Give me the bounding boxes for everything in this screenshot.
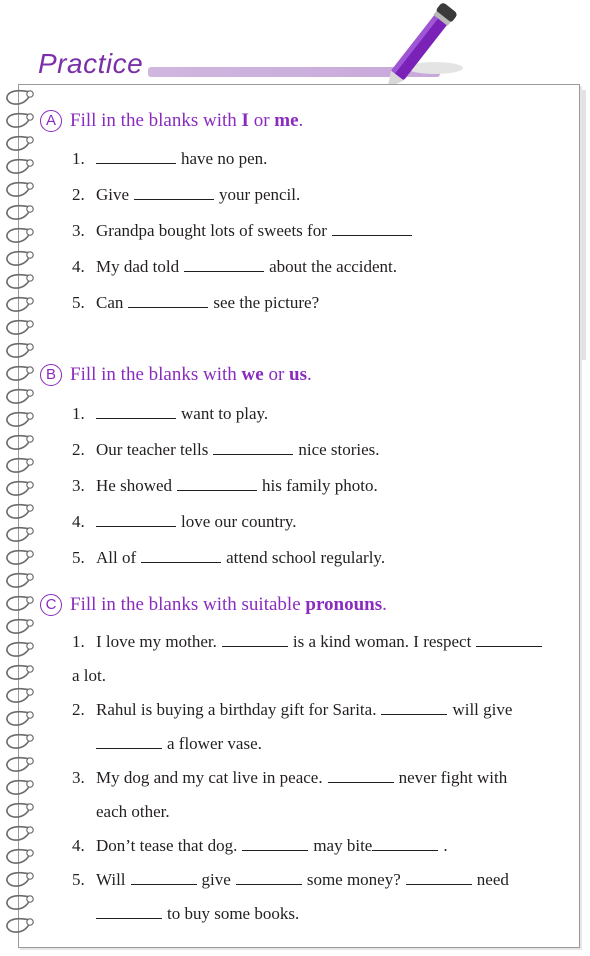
spiral-binding (0, 84, 40, 946)
answer-blank[interactable] (184, 270, 264, 272)
spiral-hole (27, 390, 33, 396)
answer-blank[interactable] (96, 747, 162, 749)
section-c-instruction: Fill in the blanks with suitable (70, 594, 306, 615)
answer-blank[interactable] (381, 713, 447, 715)
spiral-hole (27, 804, 33, 810)
section-c-period: . (382, 594, 387, 615)
question-c3-continued: each other. (96, 802, 170, 821)
section-b-period: . (306, 364, 312, 385)
spiral-hole (27, 666, 33, 672)
keyword-i: I (241, 110, 249, 131)
section-c-badge: C (40, 594, 62, 616)
section-b-badge: B (40, 364, 62, 386)
spiral-hole (27, 252, 33, 258)
spiral-hole (27, 114, 33, 120)
spiral-hole (27, 436, 33, 442)
question-c1 (72, 632, 547, 652)
question-number: 1. (72, 149, 85, 168)
question-text: give (201, 870, 231, 889)
question-text: about the accident. (269, 257, 398, 276)
question-a5 (72, 293, 319, 313)
question-text: see the picture? (213, 293, 320, 312)
question-number: 4. (72, 512, 85, 531)
answer-blank[interactable] (222, 645, 288, 647)
answer-blank[interactable] (131, 883, 197, 885)
spiral-hole (27, 551, 33, 557)
spiral-hole (27, 298, 33, 304)
section-a-badge: A (40, 110, 62, 132)
question-number: 1. (72, 632, 85, 651)
spiral-hole (27, 689, 33, 695)
spiral-hole (27, 160, 33, 166)
question-text: may bite (313, 836, 373, 855)
spiral-hole (27, 896, 33, 902)
answer-blank[interactable] (141, 561, 221, 563)
question-c4 (72, 836, 448, 856)
question-text: attend school regularly. (226, 548, 386, 567)
answer-blank[interactable] (96, 917, 162, 919)
question-text: have no pen. (181, 149, 268, 168)
question-number: 5. (72, 548, 85, 567)
question-text: nice stories. (298, 440, 380, 459)
question-number: 3. (72, 768, 85, 787)
answer-blank[interactable] (96, 417, 176, 419)
spiral-hole (27, 597, 33, 603)
question-c1-continued: a lot. (72, 666, 106, 685)
question-number: 3. (72, 476, 85, 495)
question-text: Give (96, 185, 130, 204)
question-text: is a kind woman. I respect (292, 632, 472, 651)
spiral-hole (27, 367, 33, 373)
question-text: My dog and my cat live in peace. (96, 768, 323, 787)
spiral-hole (27, 344, 33, 350)
spiral-hole (27, 781, 33, 787)
question-number: 3. (72, 221, 85, 240)
question-text: He showed (96, 476, 173, 495)
question-text: will give (452, 700, 513, 719)
question-text: I love my mother. (96, 632, 217, 651)
keyword-us: us (289, 364, 307, 385)
spiral-hole (27, 413, 33, 419)
question-number: 5. (72, 870, 85, 889)
question-number: 2. (72, 700, 85, 719)
question-text: need (476, 870, 509, 889)
spiral-hole (27, 643, 33, 649)
question-a1 (72, 149, 267, 169)
section-a-heading (40, 110, 303, 132)
answer-blank[interactable] (372, 849, 438, 851)
question-text: My dad told (96, 257, 180, 276)
spiral-hole (27, 758, 33, 764)
section-c-heading (40, 594, 387, 616)
spiral-hole (27, 919, 33, 925)
spiral-hole (27, 735, 33, 741)
question-text: All of (96, 548, 137, 567)
keyword-we: we (241, 364, 264, 385)
question-text: to buy some books. (167, 904, 300, 923)
answer-blank[interactable] (96, 525, 176, 527)
question-b3 (72, 476, 378, 496)
spiral-hole (27, 183, 33, 189)
question-b1 (72, 404, 268, 424)
question-text: Will (96, 870, 126, 889)
section-a-or: or (248, 110, 275, 131)
question-text: a flower vase. (167, 734, 262, 753)
page-edge (582, 90, 586, 360)
question-text: never fight with (398, 768, 508, 787)
answer-blank[interactable] (328, 781, 394, 783)
section-b-or: or (263, 364, 290, 385)
question-a2 (72, 185, 300, 205)
question-c5 (72, 870, 509, 890)
question-text: want to play. (181, 404, 269, 423)
spiral-hole (27, 275, 33, 281)
answer-blank[interactable] (134, 198, 214, 200)
question-number: 2. (72, 440, 85, 459)
question-c2-continued (96, 734, 262, 754)
spiral-hole (27, 137, 33, 143)
question-number: 1. (72, 404, 85, 423)
question-c5-continued (96, 904, 299, 924)
keyword-me: me (274, 110, 299, 131)
question-number: 4. (72, 836, 85, 855)
section-b-heading (40, 364, 312, 386)
answer-blank[interactable] (213, 453, 293, 455)
question-text: Grandpa bought lots of sweets for (96, 221, 327, 240)
spiral-hole (27, 850, 33, 856)
question-number: 2. (72, 185, 85, 204)
answer-blank[interactable] (332, 234, 412, 236)
answer-blank[interactable] (128, 306, 208, 308)
section-a-period: . (298, 110, 304, 131)
section-a-instruction: Fill in the blanks with (70, 110, 242, 131)
question-text: . (443, 836, 448, 855)
spiral-hole (27, 206, 33, 212)
spiral-hole (27, 827, 33, 833)
question-text: your pencil. (219, 185, 301, 204)
question-text: Our teacher tells (96, 440, 209, 459)
question-b4 (72, 512, 297, 532)
question-a3 (72, 221, 417, 241)
question-text: his family photo. (262, 476, 378, 495)
spiral-hole (27, 574, 33, 580)
spiral-hole (27, 620, 33, 626)
question-text: some money? (306, 870, 401, 889)
answer-blank[interactable] (177, 489, 257, 491)
question-number: 4. (72, 257, 85, 276)
section-b-instruction: Fill in the blanks with (70, 364, 242, 385)
spiral-hole (27, 528, 33, 534)
spiral-hole (27, 482, 33, 488)
spiral-hole (27, 505, 33, 511)
answer-blank[interactable] (236, 883, 302, 885)
question-number: 5. (72, 293, 85, 312)
question-text: Can (96, 293, 124, 312)
question-b2 (72, 440, 380, 460)
answer-blank[interactable] (242, 849, 308, 851)
question-b5 (72, 548, 385, 568)
question-a4 (72, 257, 397, 277)
keyword-pronouns: pronouns (305, 594, 383, 615)
question-c2 (72, 700, 512, 720)
pencil-icon (360, 0, 470, 86)
answer-blank[interactable] (406, 883, 472, 885)
page-title: Practice (38, 48, 144, 79)
spiral-hole (27, 459, 33, 465)
spiral-hole (27, 91, 33, 97)
question-text: Don’t tease that dog. (96, 836, 238, 855)
spiral-hole (27, 229, 33, 235)
answer-blank[interactable] (96, 162, 176, 164)
question-text: love our country. (181, 512, 297, 531)
spiral-hole (27, 873, 33, 879)
spiral-hole (27, 321, 33, 327)
spiral-hole (27, 712, 33, 718)
answer-blank[interactable] (476, 645, 542, 647)
question-c3 (72, 768, 507, 788)
question-text: Rahul is buying a birthday gift for Sarita. (96, 700, 377, 719)
